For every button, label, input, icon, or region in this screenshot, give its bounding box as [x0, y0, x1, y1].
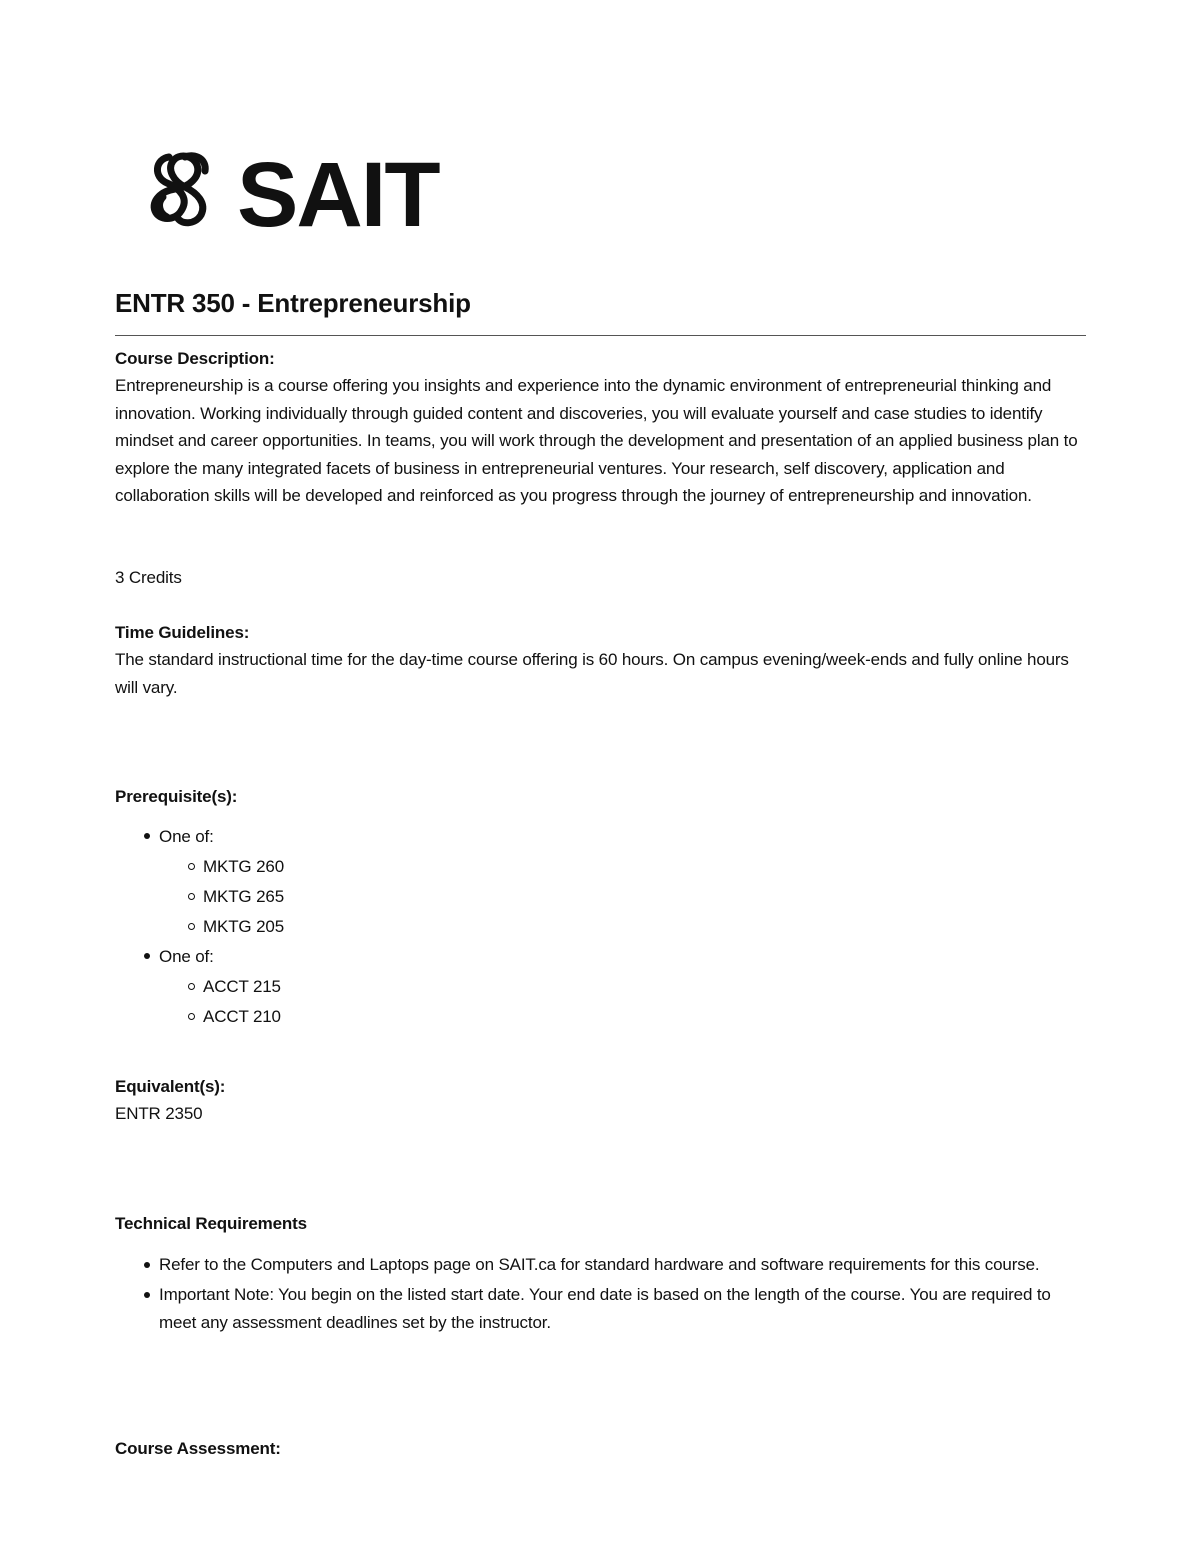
technical-requirement-text: Important Note: You begin on the listed start date. Your end date is based on the length of the course. You are required to meet any assessment deadlines set by the instructor.: [159, 1285, 1051, 1332]
course-description-heading: Course Description:: [115, 349, 275, 368]
technical-requirements-section: [115, 1210, 1086, 1237]
technical-requirement-item: [115, 1281, 1086, 1337]
prerequisite-group: [115, 942, 1086, 1032]
prerequisite-group-label: One of:: [159, 947, 214, 966]
time-guidelines-text: The standard instructional time for the day-time course offering is 60 hours. On campus evening/week-ends and fully online hours will vary.: [115, 650, 1069, 697]
technical-requirements-list-wrapper: [115, 1251, 1086, 1339]
equivalents-heading: Equivalent(s):: [115, 1077, 226, 1096]
prerequisite-course-code: ACCT 210: [203, 1007, 281, 1026]
prerequisite-course-code: MKTG 260: [203, 857, 284, 876]
prerequisite-course-code: MKTG 205: [203, 917, 284, 936]
prerequisites-list: [115, 822, 1086, 1032]
credits-section: [115, 564, 1086, 591]
prerequisites-heading: Prerequisite(s):: [115, 787, 238, 806]
course-assessment-section: [115, 1435, 1086, 1462]
prerequisite-course: [159, 1002, 1086, 1032]
logo-wordmark: SAIT: [237, 147, 439, 235]
prerequisite-course: [159, 882, 1086, 912]
course-description-section: [115, 345, 1086, 509]
prerequisite-course-code: MKTG 265: [203, 887, 284, 906]
prerequisite-course: [159, 972, 1086, 1002]
credits-text: 3 Credits: [115, 568, 182, 587]
course-outline-page: [115, 0, 1086, 1553]
equivalents-value: ENTR 2350: [115, 1104, 203, 1124]
technical-requirements-heading: Technical Requirements: [115, 1214, 307, 1233]
time-guidelines-heading: Time Guidelines:: [115, 623, 250, 642]
technical-requirements-list: [115, 1251, 1086, 1337]
sait-logo: [147, 147, 447, 235]
prerequisites-list-wrapper: [115, 822, 1086, 1032]
time-guidelines-section: [115, 619, 1086, 701]
prerequisite-group-label: One of:: [159, 827, 214, 846]
equivalents-section: [115, 1073, 1086, 1128]
prerequisite-course-list: [159, 852, 1086, 942]
title-divider: [115, 335, 1086, 336]
page-title: ENTR 350 - Entrepreneurship: [115, 288, 471, 318]
prerequisite-group: [115, 822, 1086, 942]
technical-requirement-text: Refer to the Computers and Laptops page on SAIT.ca for standard hardware and software requirements for this course.: [159, 1255, 1040, 1274]
prerequisites-section: [115, 783, 1086, 810]
prerequisite-course: [159, 912, 1086, 942]
course-description-text: Entrepreneurship is a course offering you insights and experience into the dynamic environment of entrepreneurial thinking and innovation. Working individually through guided content and discoveries, you will evaluate yourself and case studies to identify mindset and career opportunities. In teams, you will work through the development and presentation of an applied business plan to explore the many integrated facets of business in entrepreneurial ventures. Your research, self discovery, application and collaboration skills will be developed and reinforced as you progress through the journey of entrepreneurship and innovation.: [115, 376, 1078, 506]
prerequisite-course: [159, 852, 1086, 882]
course-assessment-heading: Course Assessment:: [115, 1439, 281, 1458]
prerequisite-course-list: [159, 972, 1086, 1032]
sait-knot-logo-icon: [147, 147, 447, 235]
technical-requirement-item: [115, 1251, 1086, 1279]
prerequisite-course-code: ACCT 215: [203, 977, 281, 996]
